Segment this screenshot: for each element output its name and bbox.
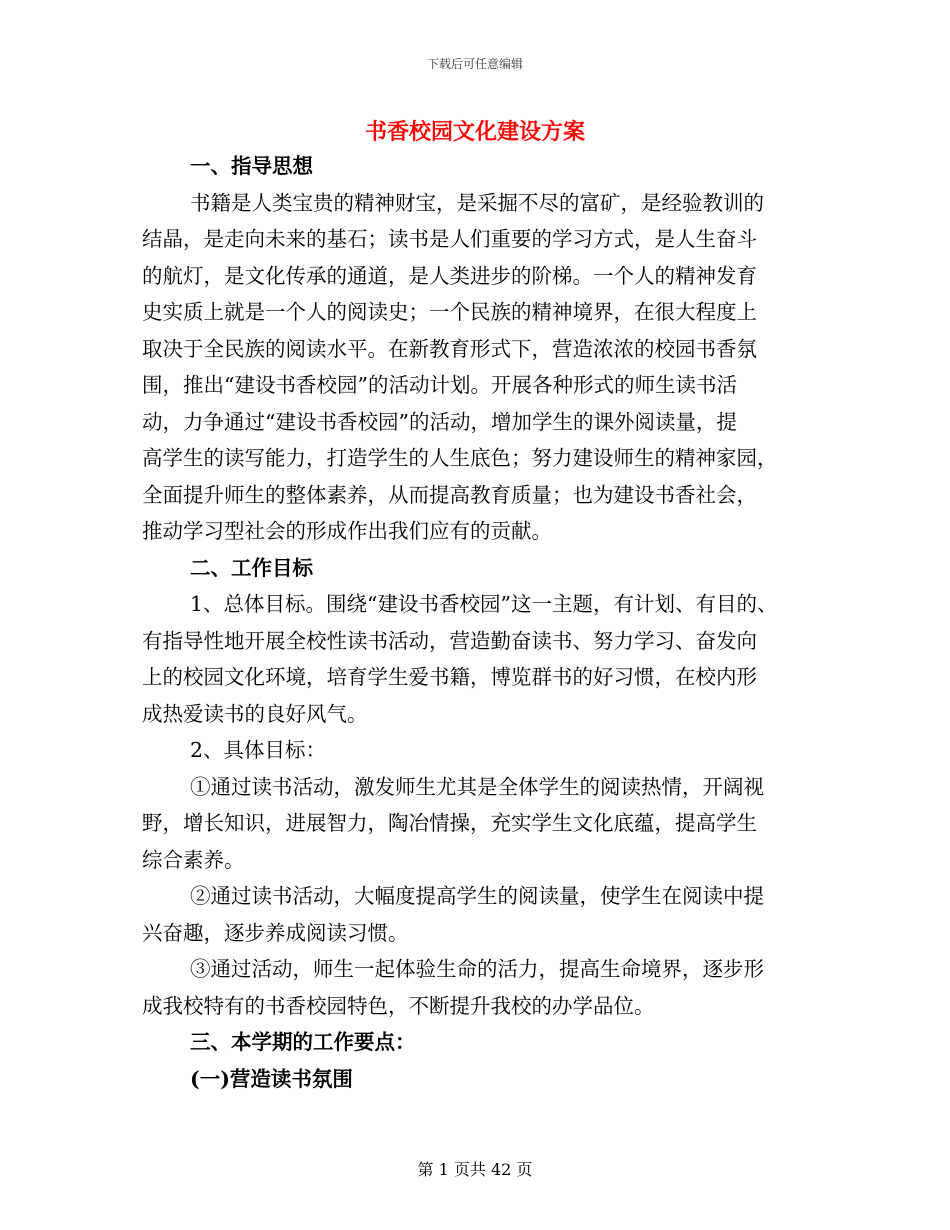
body-line: 成我校特有的书香校园特色，不断提升我校的办学品位。 [142,993,655,1018]
body-line: ①通过读书活动，激发师生尤其是全体学生的阅读热情，开阔视 [190,774,764,799]
body-line: 高学生的读写能力，打造学生的人生底色；努力建设师生的精神家园， [142,446,778,470]
body-line: 的航灯，是文化传承的通道，是人类进步的阶梯。一个人的精神发育 [142,263,757,288]
body-line: 野，增长知识，进展智力，陶冶情操，充实学生文化底蕴，提高学生 [142,811,757,835]
body-line: (一)营造读书氛围 [190,1066,353,1091]
body-line: 围，推出“建设书香校园”的活动计划。开展各种形式的师生读书活 [142,373,737,397]
body-line: 三、本学期的工作要点： [190,1030,416,1054]
body-line: 取决于全民族的阅读水平。在新教育形式下，营造浓浓的校园书香氛 [142,336,757,361]
body-line: 书籍是人类宝贵的精神财宝，是采掘不尽的富矿，是经验教训的 [190,190,764,215]
body-line: ③通过活动，师生一起体验生命的活力，提高生命境界，逐步形 [190,957,764,981]
body-line: ②通过读书活动，大幅度提高学生的阅读量，使学生在阅读中提 [190,884,764,908]
body-line: 全面提升师生的整体素养，从而提高教育质量；也为建设书香社会， [142,482,757,507]
body-line: 有指导性地开展全校性读书活动，营造勤奋读书、努力学习、奋发向 [142,628,757,653]
body-line: 兴奋趣，逐步养成阅读习惯。 [142,920,409,945]
page-footer: 第 1 页共 42 页 [417,1160,533,1179]
document-body [142,148,832,1097]
body-line: 推动学习型社会的形成作出我们应有的贡献。 [142,519,552,543]
header-note: 下载后可任意编辑 [426,57,523,71]
body-line: 一、指导思想 [190,154,313,178]
body-line: 上的校园文化环境，培育学生爱书籍，博览群书的好习惯，在校内形 [142,665,757,689]
body-line: 综合素养。 [142,847,245,872]
body-line: 1、总体目标。围绕“建设书香校园”这一主题，有计划、有目的、 [190,592,778,616]
body-line: 动，力争通过“建设书香校园”的活动，增加学生的课外阅读量，提 [142,409,737,434]
body-line: 史实质上就是一个人的阅读史；一个民族的精神境界，在很大程度上 [142,300,757,324]
body-line: 二、工作目标 [190,555,313,580]
body-line: 结晶，是走向未来的基石；读书是人们重要的学习方式，是人生奋斗 [142,227,757,251]
document-title: 书香校园文化建设方案 [364,119,585,145]
body-line: 2、具体目标： [190,738,327,762]
body-line: 成热爱读书的良好风气。 [142,701,368,726]
